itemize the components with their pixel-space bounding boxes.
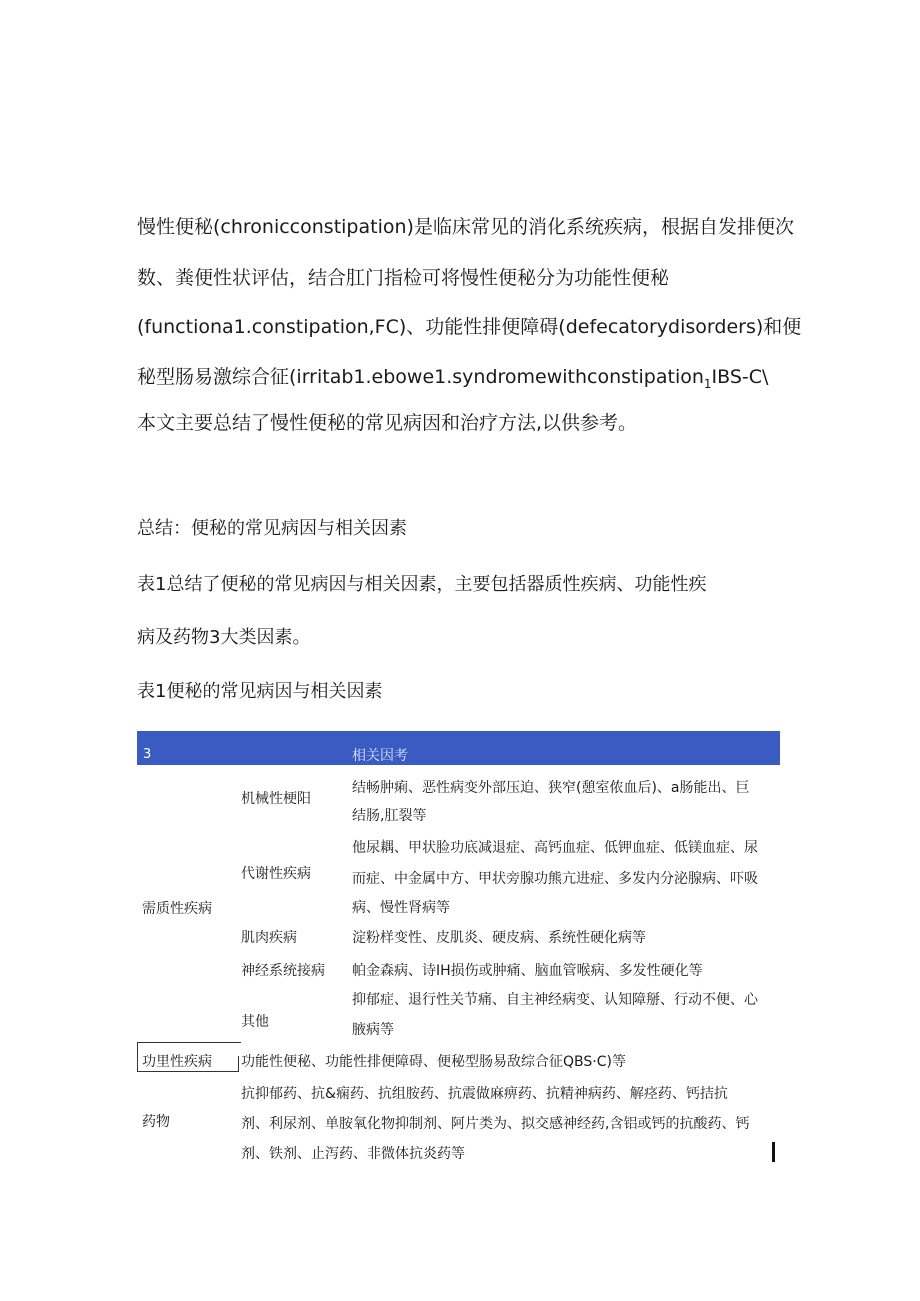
row-functional-text: 功能性便秘、功能性排便障碍、便秘型肠易敌综合征QBS·C)等: [241, 1054, 626, 1070]
table-caption: 表1便秘的常见病因与相关因素: [137, 681, 383, 702]
row-sub-mechanical: 机械性梗阳: [241, 791, 311, 807]
table-header-col3: 相关因考: [352, 748, 408, 764]
category-drugs: 药物: [142, 1114, 170, 1130]
row-drugs-line-3: 剂、铁剂、止泻药、非微体抗炎药等: [241, 1146, 465, 1162]
row-sub-muscle: 肌肉疾病: [241, 930, 297, 946]
row-other-line-1: 抑郁症、退行性关节痛、自主神经病变、认知障掰、行动不便、心: [352, 992, 758, 1008]
row-mechanical-line-1: 结畅肿痢、恶性病变外部压迫、狭窄(憩室侬血后)、a肠能出、巨: [352, 780, 750, 796]
row-neuro-line-1: 帕金森病、诗IH损伤或肿痛、脑血管喉病、多发性硬化等: [352, 963, 703, 979]
table-header: [137, 731, 780, 765]
category-functional: 功里性疾病: [142, 1054, 212, 1070]
row-metabolic-line-1: 他尿耦、甲状脸功底减退症、高钙血症、低钾血症、低镁血症、尿: [352, 840, 758, 856]
causes-table: [137, 731, 780, 1171]
intro-line-4: [137, 366, 769, 391]
row-sub-other: 其他: [241, 1014, 269, 1030]
intro-line-2: 数、粪便性状评估，结合肛门指检可将慢性便秘分为功能性便秘: [137, 267, 670, 289]
summary-body-line-1: 表1总结了便秘的常见病因与相关因素，主要包括器质性疾病、功能性疾: [137, 574, 707, 595]
row-sub-metabolic: 代谢性疾病: [241, 866, 311, 882]
row-drugs-line-2: 剂、利尿剂、单胺氧化物抑制剂、阿片类为、拟交感神经药,含铝或钙的抗酸药、钙: [241, 1116, 750, 1132]
intro-line-4-main: 秘型肠易激综合征(irritab1.ebowe1.syndromewithconstipation: [137, 366, 704, 388]
intro-line-4-sub: 1: [703, 377, 712, 391]
functional-box-bottom: [137, 1071, 238, 1072]
row-metabolic-line-3: 病、慢性肾病等: [352, 900, 450, 916]
table-rule: [137, 1042, 241, 1043]
intro-line-3: (functiona1.constipation,FC)、功能性排便障碍(defecatorydisorders)和便: [137, 316, 802, 338]
category-organic: 需质性疾病: [142, 901, 212, 917]
row-drugs-line-1: 抗抑郁药、抗&痫药、抗组胺药、抗震做麻痹药、抗精神病药、解痉药、钙拮抗: [241, 1086, 728, 1102]
row-other-line-2: 腋病等: [352, 1022, 394, 1038]
row-metabolic-line-2: 而症、中金属中方、甲状旁腺功熊亢进症、多发内分泌腺病、吓吸: [352, 871, 758, 887]
functional-box-right: [238, 1056, 239, 1072]
end-bar: [772, 1142, 775, 1162]
intro-line-1: 慢性便秘(chronicconstipation)是临床常见的消化系统疾病，根据自发排便次: [137, 216, 794, 238]
summary-body-line-2: 病及药物3大类因素。: [137, 627, 311, 648]
row-mechanical-line-2: 结肠,肛裂等: [352, 808, 427, 824]
row-muscle-line-1: 淀粉样变性、皮肌炎、硬皮病、系统性硬化病等: [352, 930, 646, 946]
summary-heading: 总结：便秘的常见病因与相关因素: [137, 518, 407, 539]
intro-line-4-tail: IBS-C\: [711, 366, 769, 388]
functional-box-left: [137, 1042, 138, 1071]
table-header-col1: 3: [143, 747, 152, 762]
intro-line-5: 本文主要总结了慢性便秘的常见病因和治疗方法,以供参考。: [137, 412, 638, 434]
row-sub-neuro: 神经系统接病: [241, 963, 325, 979]
